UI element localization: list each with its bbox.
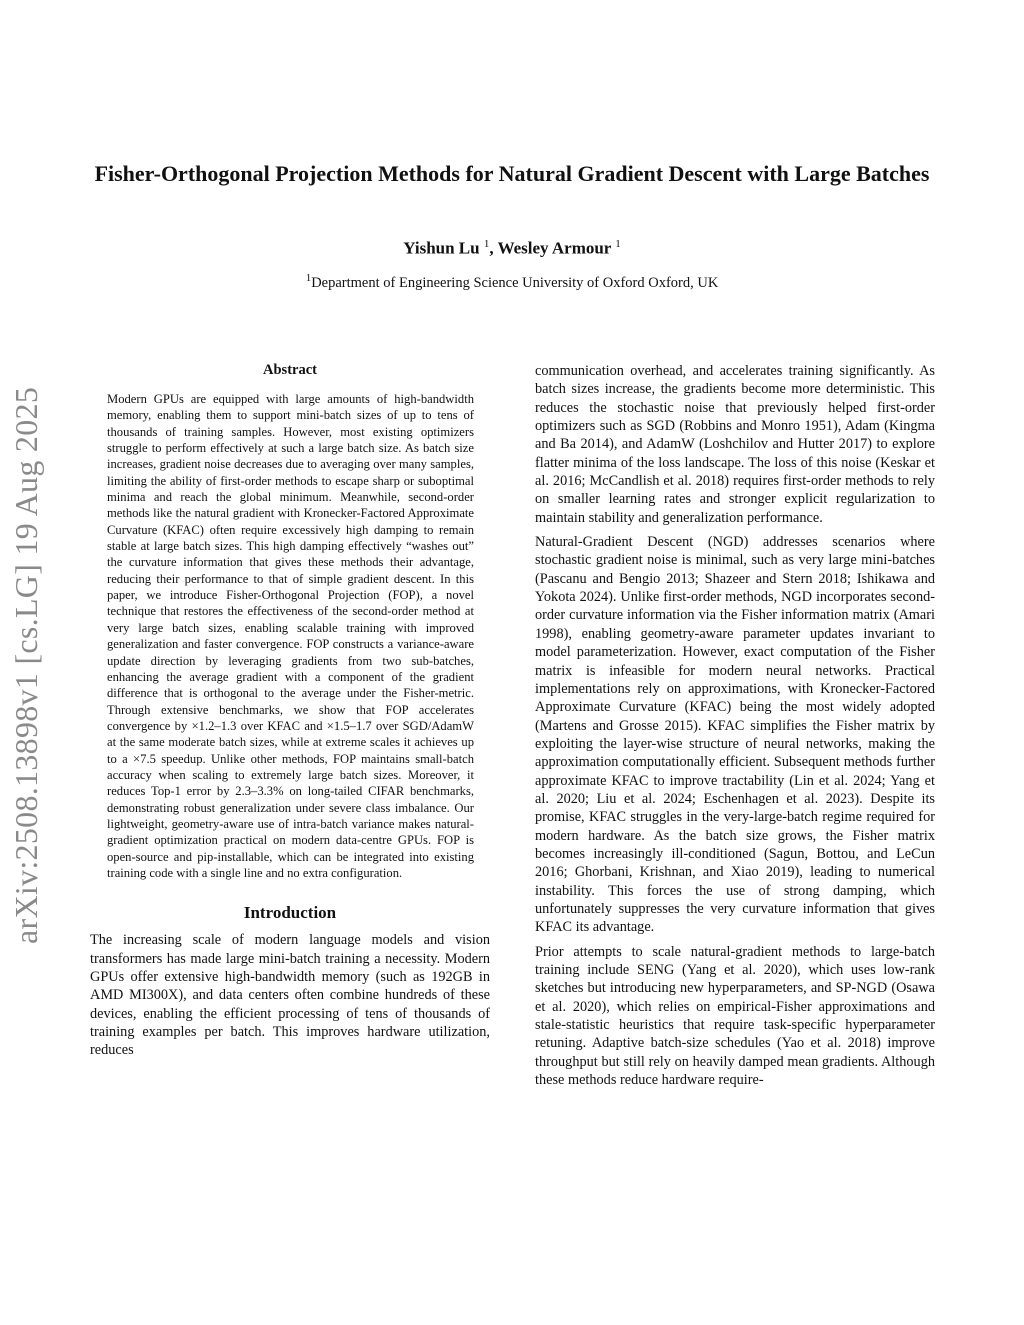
author-separator: , (489, 238, 498, 258)
introduction-heading: Introduction (243, 903, 337, 923)
author-name: Yishun Lu (403, 238, 480, 258)
affiliation-marker: 1 (483, 238, 490, 250)
left-column (90, 362, 490, 1066)
affiliation-marker: 1 (305, 272, 312, 284)
arxiv-identifier-text: arXiv:2508.13898v1 [cs.LG] 19 Aug 2025 (8, 386, 44, 944)
affiliation-text: Department of Engineering Science University of Oxford Oxford, UK (311, 274, 719, 291)
author-name: Wesley Armour (497, 238, 612, 258)
paper-title: Fisher-Orthogonal Projection Methods for Natural Gradient Descent with Large Batches (94, 161, 930, 186)
affiliation-marker: 1 (615, 238, 621, 250)
right-column (535, 362, 935, 1095)
body-paragraph: communication overhead, and accelerates training significantly. As batch sizes increase, the gradients become more deterministic. This reduces the stochastic noise that previously helped first-order optimizers such as SGD (Robbins and Monro 1951), Adam (Kingma and Ba 2014), and AdamW (Loshchilov and Hutter 2017) to explore flatter minima of the loss landscape. The loss of this noise (Keskar et al. 2016; McCandlish et al. 2018) requires first-order methods to rely on smaller learning rates and stronger explicit regularization to maintain stability and generalization performance. (535, 363, 935, 526)
body-paragraph: Natural-Gradient Descent (NGD) addresses scenarios where stochastic gradient noise is minimal, such as very large mini-batches (Pascanu and Bengio 2013; Shazeer and Stern 2018; Ishikawa and Yokota 2024). Unlike first-order methods, NGD incorporates second-order curvature information via the Fisher information matrix (Amari 1998), enabling geometry-aware parameter updates invariant to model parameterization. However, exact computation of the Fisher matrix is infeasible for modern neural networks. Practical implementations rely on approximations, with Kronecker-Factored Approximate Curvature (KFAC) being the most widely adopted (Martens and Grosse 2015). KFAC simplifies the Fisher matrix by exploiting the layer-wise structure of neural networks, making the approximation computationally efficient. Subsequent methods further approximate KFAC to improve tractability (Lin et al. 2024; Yang et al. 2020; Liu et al. 2024; Eschenhagen et al. 2023). Despite its promise, KFAC struggles in the very-large-batch regime required for modern hardware. As the batch size grows, the Fisher matrix becomes increasingly ill-conditioned (Sagun, Bottou, and LeCun 2016; Ghorbani, Krishnan, and Xiao 2019), leading to numerical instability. This forces the use of strong damping, which unfortunately suppresses the very curvature information that gives KFAC its advantage. (535, 534, 935, 936)
abstract-heading: Abstract (263, 362, 317, 378)
author-list (90, 238, 934, 259)
body-paragraph: Prior attempts to scale natural-gradient methods to large-batch training include SENG (Yang et al. 2020), which uses low-rank sketches but introducing new hyperparameters, and SP-NGD (Osawa et al. 2020), which relies on empirical-Fisher approximations and stale-statistic heuristics that require task-specific hyperparameter retuning. Adaptive batch-size schedules (Yao et al. 2018) improve throughput but still rely on heavily damped mean gradients. Although these methods reduce hardware require- (535, 943, 935, 1089)
body-paragraph: The increasing scale of modern language models and vision transformers has made large mini-batch training a necessity. Modern GPUs offer extensive high-bandwidth memory (such as 192GB in AMD MI300X), and data centers often combine hundreds of these devices, enabling the efficient processing of tens of thousands of training examples per batch. This improves hardware utilization, reduces (90, 932, 490, 1059)
arxiv-identifier-stamp (2, 370, 50, 960)
abstract-text: Modern GPUs are equipped with large amounts of high-bandwidth memory, enabling them to support mini-batch sizes of up to tens of thousands of training samples. However, most existing optimizers struggle to perform effectively at such a large batch size. As batch size increases, gradient noise decreases due to averaging over many samples, limiting the ability of first-order methods to escape sharp or suboptimal minima and reach the global minimum. Meanwhile, second-order methods like the natural gradient with Kronecker-Factored Approximate Curvature (KFAC) often require excessively high damping to remain stable at large batch sizes. This high damping effectively “washes out” the curvature information that gives these methods their advantage, reducing their performance to that of simple gradient descent. In this paper, we introduce Fisher-Orthogonal Projection (FOP), a novel technique that restores the effectiveness of the second-order method at very large batch sizes, enabling scalable training with improved generalization and faster convergence. FOP constructs a variance-aware update direction by leveraging gradients from two sub-batches, enhancing the average gradient with a component of the gradient difference that is orthogonal to the average under the Fisher-metric. Through extensive benchmarks, we show that FOP accelerates convergence by ×1.2–1.3 over KFAC and ×1.5–1.7 over SGD/AdamW at the same moderate batch sizes, while at extreme scales it achieves up to a ×7.5 speedup. Unlike other methods, FOP maintains small-batch accuracy when scaling to extremely large batch sizes. Moreover, it reduces Top-1 error by 2.3–3.3% on long-tailed CIFAR benchmarks, demonstrating robust generalization under severe class imbalance. Our lightweight, geometry-aware use of intra-batch variance makes natural-gradient optimization practical on modern data-centre GPUs. FOP is open-source and pip-installable, which can be integrated into existing training code with a single line and no extra configuration. (107, 392, 474, 880)
affiliation (90, 272, 934, 292)
